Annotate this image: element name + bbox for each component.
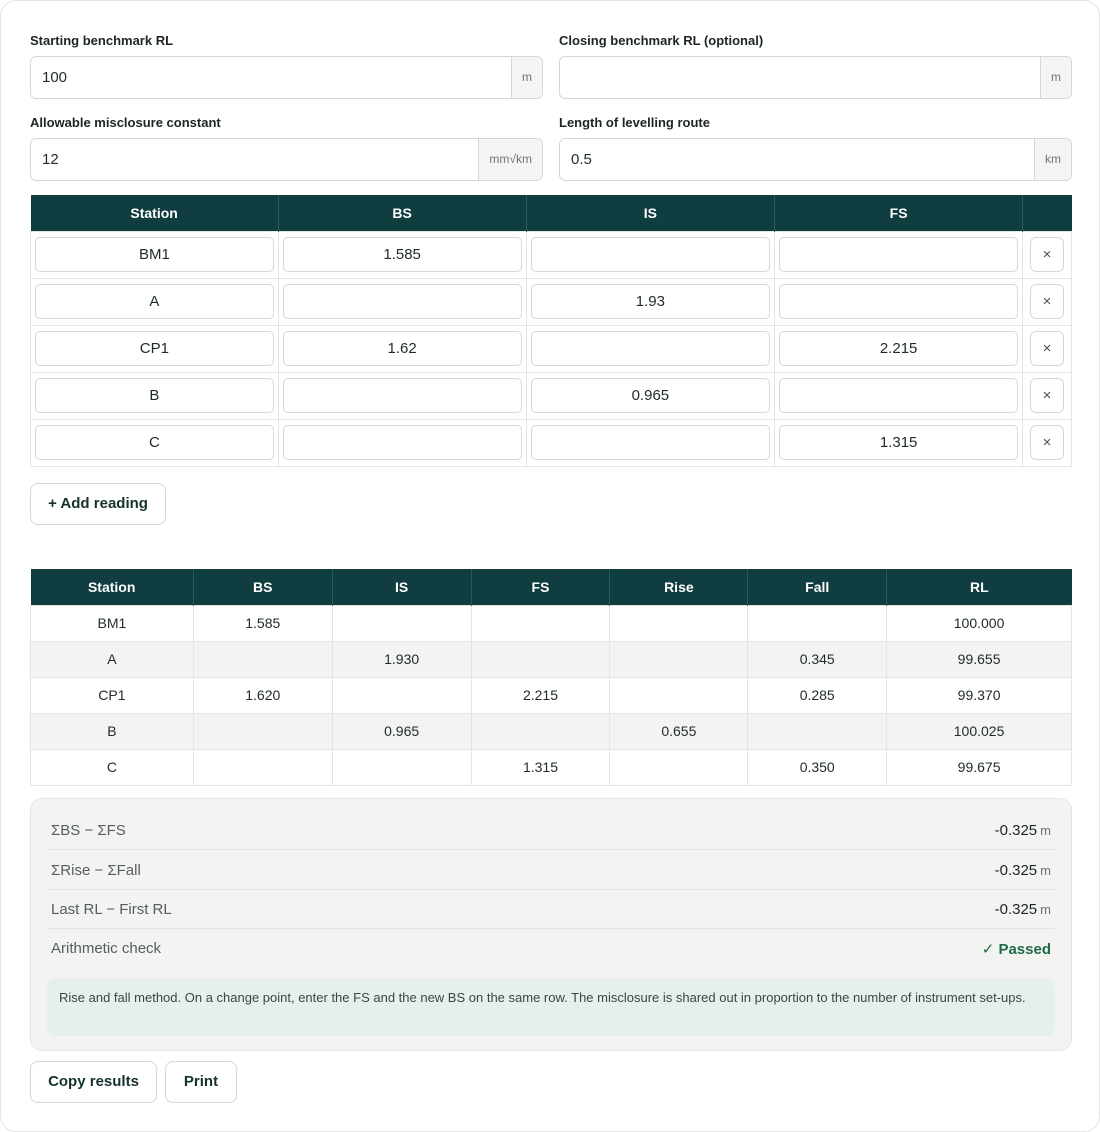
is-input[interactable] (531, 237, 771, 272)
summary-row-bs-fs (47, 811, 1055, 850)
results-cell-fs: 2.215 (471, 677, 610, 713)
misclosure-input-group (30, 138, 543, 181)
entry-cell (775, 325, 1023, 372)
results-header-fall: Fall (748, 569, 887, 605)
entry-cell (1023, 231, 1072, 278)
summary-value-wrap (995, 862, 1051, 879)
results-cell-rl: 100.025 (887, 713, 1072, 749)
results-header-is: IS (332, 569, 471, 605)
add-reading-button[interactable]: + Add reading (30, 483, 166, 525)
results-cell-rise (610, 641, 748, 677)
entry-cell (775, 419, 1023, 466)
summary-value: -0.325 (994, 821, 1038, 839)
entry-cell (775, 372, 1023, 419)
results-header-bs: BS (193, 569, 332, 605)
results-row (31, 713, 1072, 749)
results-cell-bs (193, 713, 332, 749)
entry-header-is: IS (526, 195, 775, 231)
fs-input[interactable]: 2.215 (779, 331, 1018, 366)
results-table (30, 569, 1072, 786)
method-note: Rise and fall method. On a change point, enter the FS and the new BS on the same row. The misclosure is shared out in proportion to the number of instrument set-ups. (47, 978, 1055, 1036)
results-cell-fs: 1.315 (471, 749, 610, 785)
entry-cell (31, 325, 279, 372)
remove-row-button[interactable]: × (1030, 284, 1064, 319)
entry-cell (526, 231, 775, 278)
start-rl-input[interactable]: 100 (42, 69, 68, 86)
results-cell-fall: 0.350 (748, 749, 887, 785)
fs-input[interactable]: 1.315 (779, 425, 1018, 460)
results-cell-rl: 99.655 (887, 641, 1072, 677)
summary-unit: m (1040, 862, 1051, 878)
results-cell-rise (610, 677, 748, 713)
results-cell-station: BM1 (31, 605, 194, 641)
copy-results-button[interactable]: Copy results (30, 1061, 157, 1103)
results-cell-bs (193, 641, 332, 677)
results-header-fs: FS (471, 569, 610, 605)
entry-cell (31, 419, 279, 466)
entry-cell (775, 231, 1023, 278)
results-cell-rl: 99.675 (887, 749, 1072, 785)
results-header-rise: Rise (610, 569, 748, 605)
is-input[interactable] (531, 331, 771, 366)
entry-row (31, 419, 1072, 466)
results-cell-is: 0.965 (332, 713, 471, 749)
entry-cell (278, 325, 526, 372)
readings-entry-table (30, 195, 1072, 467)
entry-header-fs: FS (775, 195, 1023, 231)
close-rl-unit: m (1040, 57, 1071, 98)
bs-input[interactable] (283, 284, 522, 319)
entry-row (31, 325, 1072, 372)
results-cell-rise (610, 605, 748, 641)
misclosure-unit: mm√km (478, 139, 542, 180)
entry-cell (775, 278, 1023, 325)
misclosure-field (30, 114, 543, 168)
results-cell-station: C (31, 749, 194, 785)
start-rl-unit: m (511, 57, 542, 98)
bs-input[interactable]: 1.585 (283, 237, 522, 272)
results-cell-rl: 99.370 (887, 677, 1072, 713)
remove-row-button[interactable]: × (1030, 237, 1064, 272)
bs-input[interactable]: 1.62 (283, 331, 522, 366)
results-cell-station: A (31, 641, 194, 677)
arithmetic-check-status: ✓ Passed (981, 940, 1051, 958)
entry-header-row (31, 195, 1072, 231)
results-cell-fall: 0.285 (748, 677, 887, 713)
results-cell-is (332, 749, 471, 785)
results-cell-fs (471, 713, 610, 749)
results-cell-is: 1.930 (332, 641, 471, 677)
entry-row (31, 231, 1072, 278)
results-cell-rl: 100.000 (887, 605, 1072, 641)
results-cell-station: B (31, 713, 194, 749)
entry-cell (526, 372, 775, 419)
fs-input[interactable] (779, 284, 1018, 319)
entry-cell (278, 278, 526, 325)
summary-row-rise-fall (47, 851, 1055, 890)
entry-cell (278, 372, 526, 419)
results-cell-bs (193, 749, 332, 785)
summary-row-rl-diff (47, 890, 1055, 929)
summary-label: ΣBS − ΣFS (51, 821, 126, 839)
entry-cell (31, 278, 279, 325)
close-rl-label: Closing benchmark RL (optional) (559, 33, 764, 48)
summary-label: Last RL − First RL (51, 900, 172, 918)
route-length-field (559, 114, 1072, 168)
results-cell-fs (471, 605, 610, 641)
entry-header-bs: BS (278, 195, 526, 231)
entry-cell (31, 231, 279, 278)
results-header-row (31, 569, 1072, 605)
entry-row (31, 372, 1072, 419)
results-row (31, 749, 1072, 785)
summary-unit: m (1040, 822, 1051, 838)
route-length-input[interactable]: 0.5 (571, 151, 592, 168)
results-header-station: Station (31, 569, 194, 605)
misclosure-input[interactable]: 12 (42, 151, 59, 168)
route-length-label: Length of levelling route (559, 115, 710, 130)
results-cell-is (332, 605, 471, 641)
close-rl-input-group (559, 56, 1072, 99)
summary-panel (30, 798, 1072, 1051)
summary-row-arithmetic-check (47, 929, 1055, 968)
entry-cell (1023, 278, 1072, 325)
entry-row (31, 278, 1072, 325)
is-input[interactable] (531, 425, 771, 460)
entry-cell (278, 419, 526, 466)
results-row (31, 677, 1072, 713)
fs-input[interactable] (779, 378, 1018, 413)
station-input[interactable]: A (35, 284, 274, 319)
entry-cell (31, 372, 279, 419)
results-cell-station: CP1 (31, 677, 194, 713)
is-input[interactable]: 0.965 (531, 378, 771, 413)
summary-unit: m (1040, 901, 1051, 917)
start-rl-label: Starting benchmark RL (30, 33, 174, 48)
entry-cell (1023, 325, 1072, 372)
summary-value-wrap (995, 901, 1051, 918)
results-header-rl: RL (887, 569, 1072, 605)
station-input[interactable]: CP1 (35, 331, 274, 366)
bs-input[interactable] (283, 378, 522, 413)
entry-cell (278, 231, 526, 278)
results-cell-rise: 0.655 (610, 713, 748, 749)
entry-cell (1023, 419, 1072, 466)
remove-row-button[interactable]: × (1030, 425, 1064, 460)
summary-value: -0.325 (994, 861, 1038, 879)
results-cell-is (332, 677, 471, 713)
remove-row-button[interactable]: × (1030, 331, 1064, 366)
summary-value-wrap (995, 822, 1051, 839)
start-rl-field (30, 32, 543, 86)
entry-cell (526, 325, 775, 372)
arithmetic-check-label: Arithmetic check (51, 940, 162, 957)
print-button[interactable]: Print (165, 1061, 237, 1103)
results-cell-fall (748, 713, 887, 749)
entry-header-actions (1023, 195, 1072, 231)
misclosure-label: Allowable misclosure constant (30, 115, 221, 130)
station-input[interactable]: B (35, 378, 274, 413)
results-cell-fs (471, 641, 610, 677)
results-cell-bs: 1.585 (193, 605, 332, 641)
close-rl-field (559, 32, 1072, 84)
close-rl-input[interactable] (560, 57, 1040, 98)
station-input[interactable]: C (35, 425, 274, 460)
results-cell-fall: 0.345 (748, 641, 887, 677)
bs-input[interactable] (283, 425, 522, 460)
results-cell-fall (748, 605, 887, 641)
entry-cell (526, 278, 775, 325)
results-row (31, 605, 1072, 641)
fs-input[interactable] (779, 237, 1018, 272)
summary-label: ΣRise − ΣFall (51, 861, 141, 879)
remove-row-button[interactable]: × (1030, 378, 1064, 413)
is-input[interactable]: 1.93 (531, 284, 771, 319)
results-cell-rise (610, 749, 748, 785)
route-length-unit: km (1034, 139, 1071, 180)
entry-cell (1023, 372, 1072, 419)
entry-cell (526, 419, 775, 466)
route-length-input-group (559, 138, 1072, 181)
station-input[interactable]: BM1 (35, 237, 274, 272)
summary-value: -0.325 (994, 900, 1038, 918)
results-row (31, 641, 1072, 677)
entry-header-station: Station (31, 195, 279, 231)
results-cell-bs: 1.620 (193, 677, 332, 713)
start-rl-input-group (30, 56, 543, 99)
